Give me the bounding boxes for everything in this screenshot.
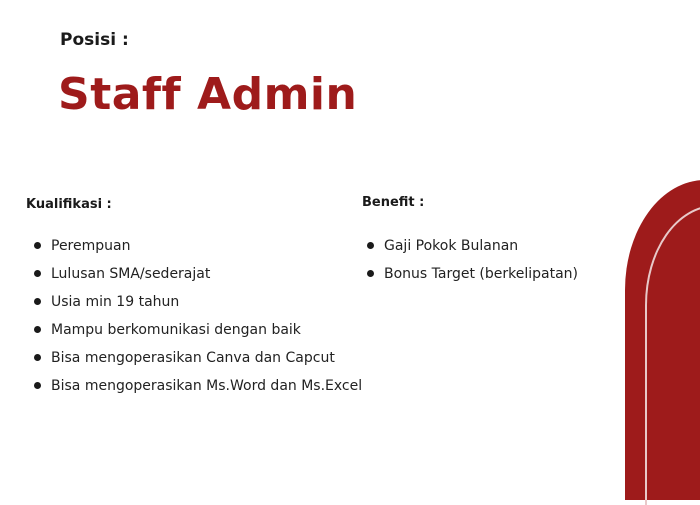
list-item-text: Bonus Target (berkelipatan) <box>384 266 579 282</box>
bullet-icon <box>34 242 41 249</box>
bullet-icon <box>367 242 374 249</box>
bullet-icon <box>34 326 41 333</box>
list-item <box>364 264 578 292</box>
bullet-icon <box>367 270 374 277</box>
list-item-text: Bisa mengoperasikan Canva dan Capcut <box>51 350 335 366</box>
bullet-icon <box>34 298 41 305</box>
benefit-list <box>364 236 578 292</box>
list-item-text: Perempuan <box>51 238 131 254</box>
list-item <box>31 348 362 376</box>
list-item <box>31 292 362 320</box>
benefit-heading: Benefit : <box>362 195 425 210</box>
list-item <box>31 264 362 292</box>
list-item <box>364 236 578 264</box>
list-item <box>31 320 362 348</box>
list-item-text: Bisa mengoperasikan Ms.Word dan Ms.Excel <box>51 378 363 394</box>
bullet-icon <box>34 382 41 389</box>
list-item-text: Lulusan SMA/sederajat <box>51 266 211 282</box>
list-item-text: Gaji Pokok Bulanan <box>384 238 519 254</box>
job-title: Staff Admin <box>58 69 358 120</box>
list-item <box>31 236 362 264</box>
list-item-text: Mampu berkomunikasi dengan baik <box>51 322 301 338</box>
kualifikasi-heading: Kualifikasi : <box>26 197 112 212</box>
kualifikasi-list <box>31 236 362 404</box>
posisi-label: Posisi : <box>60 30 129 50</box>
list-item-text: Usia min 19 tahun <box>51 294 180 310</box>
bullet-icon <box>34 270 41 277</box>
bullet-icon <box>34 354 41 361</box>
